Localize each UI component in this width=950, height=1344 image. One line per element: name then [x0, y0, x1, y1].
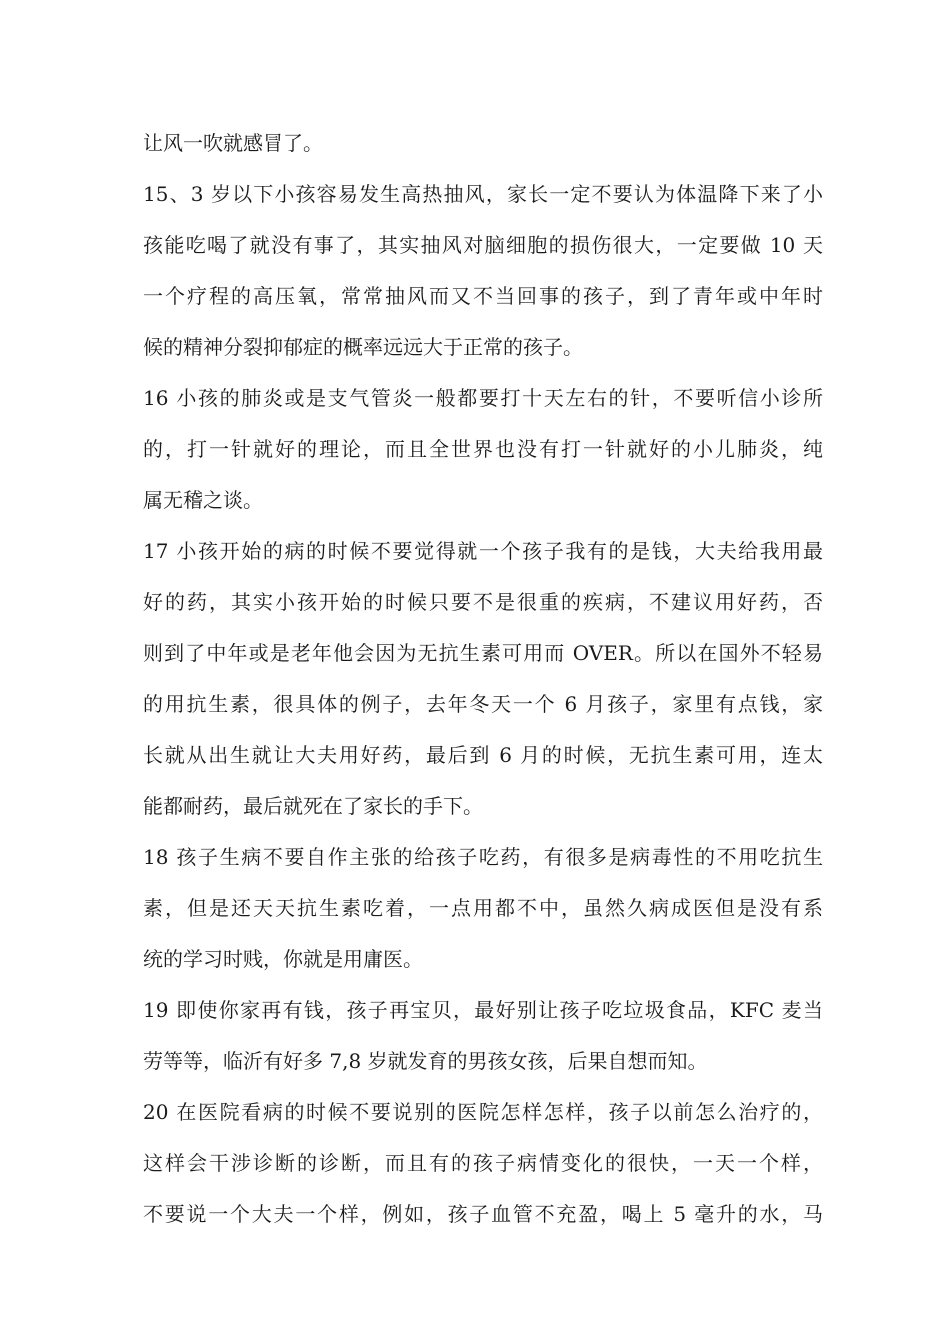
body-text — [143, 118, 823, 1240]
text-line: 劳等等，临沂有好多 7,8 岁就发育的男孩女孩，后果自想而知。 — [143, 1049, 708, 1073]
text-line: 统的学习时贱，你就是用庸医。 — [143, 947, 423, 971]
text-line: 则到了中年或是老年他会因为无抗生素可用而 OVER。所以在国外不轻易 — [143, 641, 823, 665]
text-line: 素，但是还天天抗生素吃着，一点用都不中，虽然久病成医但是没有系 — [143, 896, 823, 920]
text-line: 孩能吃喝了就没有事了，其实抽风对脑细胞的损伤很大，一定要做 10 天 — [143, 233, 823, 257]
text-line: 19 即使你家再有钱，孩子再宝贝，最好别让孩子吃垃圾食品，KFC 麦当 — [143, 998, 823, 1022]
text-line: 这样会干涉诊断的诊断，而且有的孩子病情变化的很快，一天一个样， — [143, 1151, 823, 1175]
text-line: 18 孩子生病不要自作主张的给孩子吃药，有很多是病毒性的不用吃抗生 — [143, 845, 823, 869]
text-line: 16 小孩的肺炎或是支气管炎一般都要打十天左右的针，不要听信小诊所 — [143, 386, 823, 410]
text-line: 候的精神分裂抑郁症的概率远远大于正常的孩子。 — [143, 335, 583, 359]
text-line: 属无稽之谈。 — [143, 488, 263, 512]
text-line: 能都耐药，最后就死在了家长的手下。 — [143, 794, 483, 818]
text-line: 的用抗生素，很具体的例子，去年冬天一个 6 月孩子，家里有点钱，家 — [143, 692, 823, 716]
text-line: 好的药，其实小孩开始的时候只要不是很重的疾病，不建议用好药，否 — [143, 590, 823, 614]
text-line: 的，打一针就好的理论，而且全世界也没有打一针就好的小儿肺炎，纯 — [143, 437, 823, 461]
text-line: 让风一吹就感冒了。 — [143, 131, 323, 155]
text-line: 17 小孩开始的病的时候不要觉得就一个孩子我有的是钱，大夫给我用最 — [143, 539, 823, 563]
text-line: 一个疗程的高压氧，常常抽风而又不当回事的孩子，到了青年或中年时 — [143, 284, 823, 308]
text-line: 20 在医院看病的时候不要说别的医院怎样怎样，孩子以前怎么治疗的， — [143, 1100, 823, 1124]
text-line: 长就从出生就让大夫用好药，最后到 6 月的时候，无抗生素可用，连太 — [143, 743, 823, 767]
text-line: 不要说一个大夫一个样，例如，孩子血管不充盈，喝上 5 毫升的水，马 — [143, 1202, 823, 1226]
text-line: 15、3 岁以下小孩容易发生高热抽风，家长一定不要认为体温降下来了小 — [143, 182, 823, 206]
